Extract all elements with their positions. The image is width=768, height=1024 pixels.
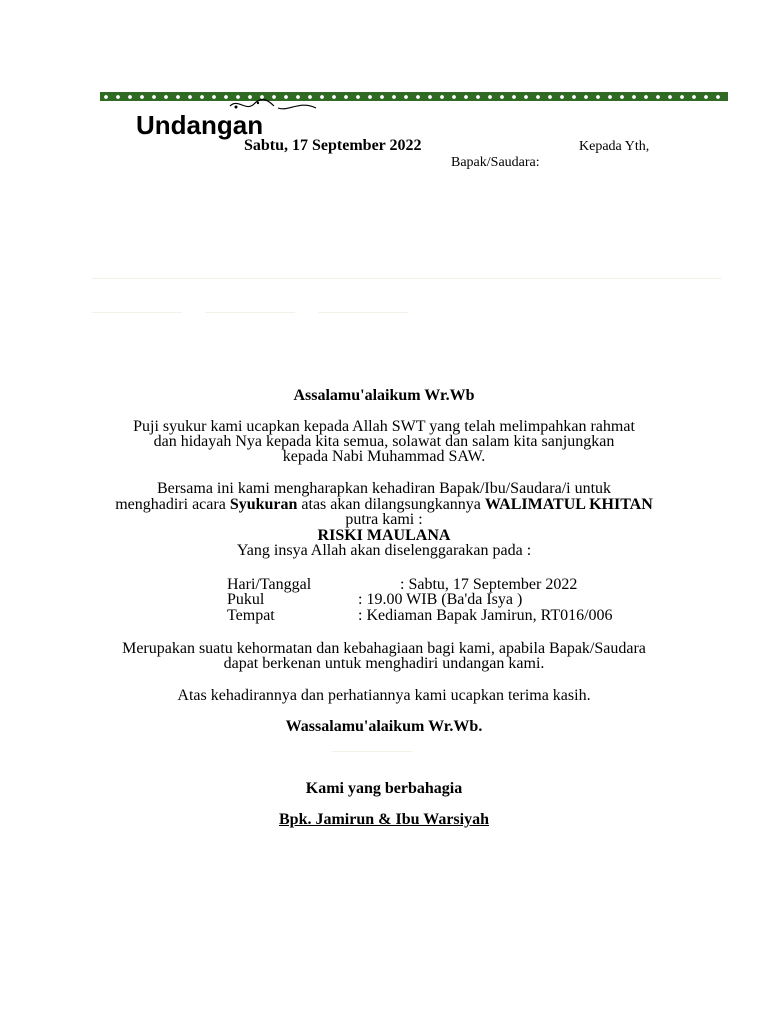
faint-divider bbox=[205, 312, 295, 313]
detail-value: : Sabtu, 17 September 2022 bbox=[400, 576, 578, 593]
paragraph2-line3: putra kami : bbox=[345, 511, 423, 528]
detail-label: Tempat bbox=[227, 607, 275, 624]
thanks-line: Atas kehadirannya dan perhatiannya kami ucapkan terima kasih. bbox=[177, 687, 591, 704]
occasion-name: WALIMATUL KHITAN bbox=[484, 496, 653, 513]
child-name: RISKI MAULANA bbox=[317, 527, 451, 544]
detail-value: : Kediaman Bapak Jamirun, RT016/006 bbox=[358, 607, 613, 624]
schedule-intro: Yang insya Allah akan diselenggarakan pada : bbox=[236, 542, 532, 559]
paragraph2-pre: menghadiri acara bbox=[115, 496, 230, 513]
faint-divider bbox=[92, 278, 722, 279]
paragraph1-line1: Puji syukur kami ucapkan kepada Allah SWT yang telah melimpahkan rahmat bbox=[133, 418, 635, 435]
detail-label: Hari/Tanggal bbox=[227, 576, 312, 593]
recipient-greeting: Kepada Yth, bbox=[579, 139, 650, 154]
header-date: Sabtu, 17 September 2022 bbox=[244, 137, 422, 154]
event-name: Syukuran bbox=[229, 496, 298, 513]
signoff: Kami yang berbahagia bbox=[305, 780, 463, 797]
detail-value: : 19.00 WIB (Ba'da Isya ) bbox=[358, 591, 523, 608]
faint-divider bbox=[332, 751, 412, 752]
salam-closing: Wassalamu'alaikum Wr.Wb. bbox=[285, 718, 483, 735]
salam-opening: Assalamu'alaikum Wr.Wb bbox=[293, 387, 475, 404]
paragraph1-line3: kepada Nabi Muhammad SAW. bbox=[282, 448, 486, 465]
paragraph3-line2: dapat berkenan untuk menghadiri undangan kami. bbox=[223, 655, 545, 672]
invitation-title: Undangan bbox=[136, 110, 264, 140]
paragraph1-line2: dan hidayah Nya kepada kita semua, solawat dan salam kita sanjungkan bbox=[153, 433, 615, 450]
host-names: Bpk. Jamirun & Ibu Warsiyah bbox=[279, 811, 489, 828]
paragraph3-line1: Merupakan suatu kehormatan dan kebahagiaan bagi kami, apabila Bapak/Saudara bbox=[122, 640, 646, 657]
detail-label: Pukul bbox=[227, 591, 265, 608]
faint-divider bbox=[92, 312, 182, 313]
paragraph2-mid: atas akan dilangsungkannya bbox=[297, 496, 485, 513]
recipient-label: Bapak/Saudara: bbox=[451, 155, 540, 170]
faint-divider bbox=[318, 312, 408, 313]
floral-border-strip bbox=[100, 92, 728, 101]
paragraph2-line1: Bersama ini kami mengharapkan kehadiran Bapak/Ibu/Saudara/i untuk bbox=[156, 480, 612, 497]
